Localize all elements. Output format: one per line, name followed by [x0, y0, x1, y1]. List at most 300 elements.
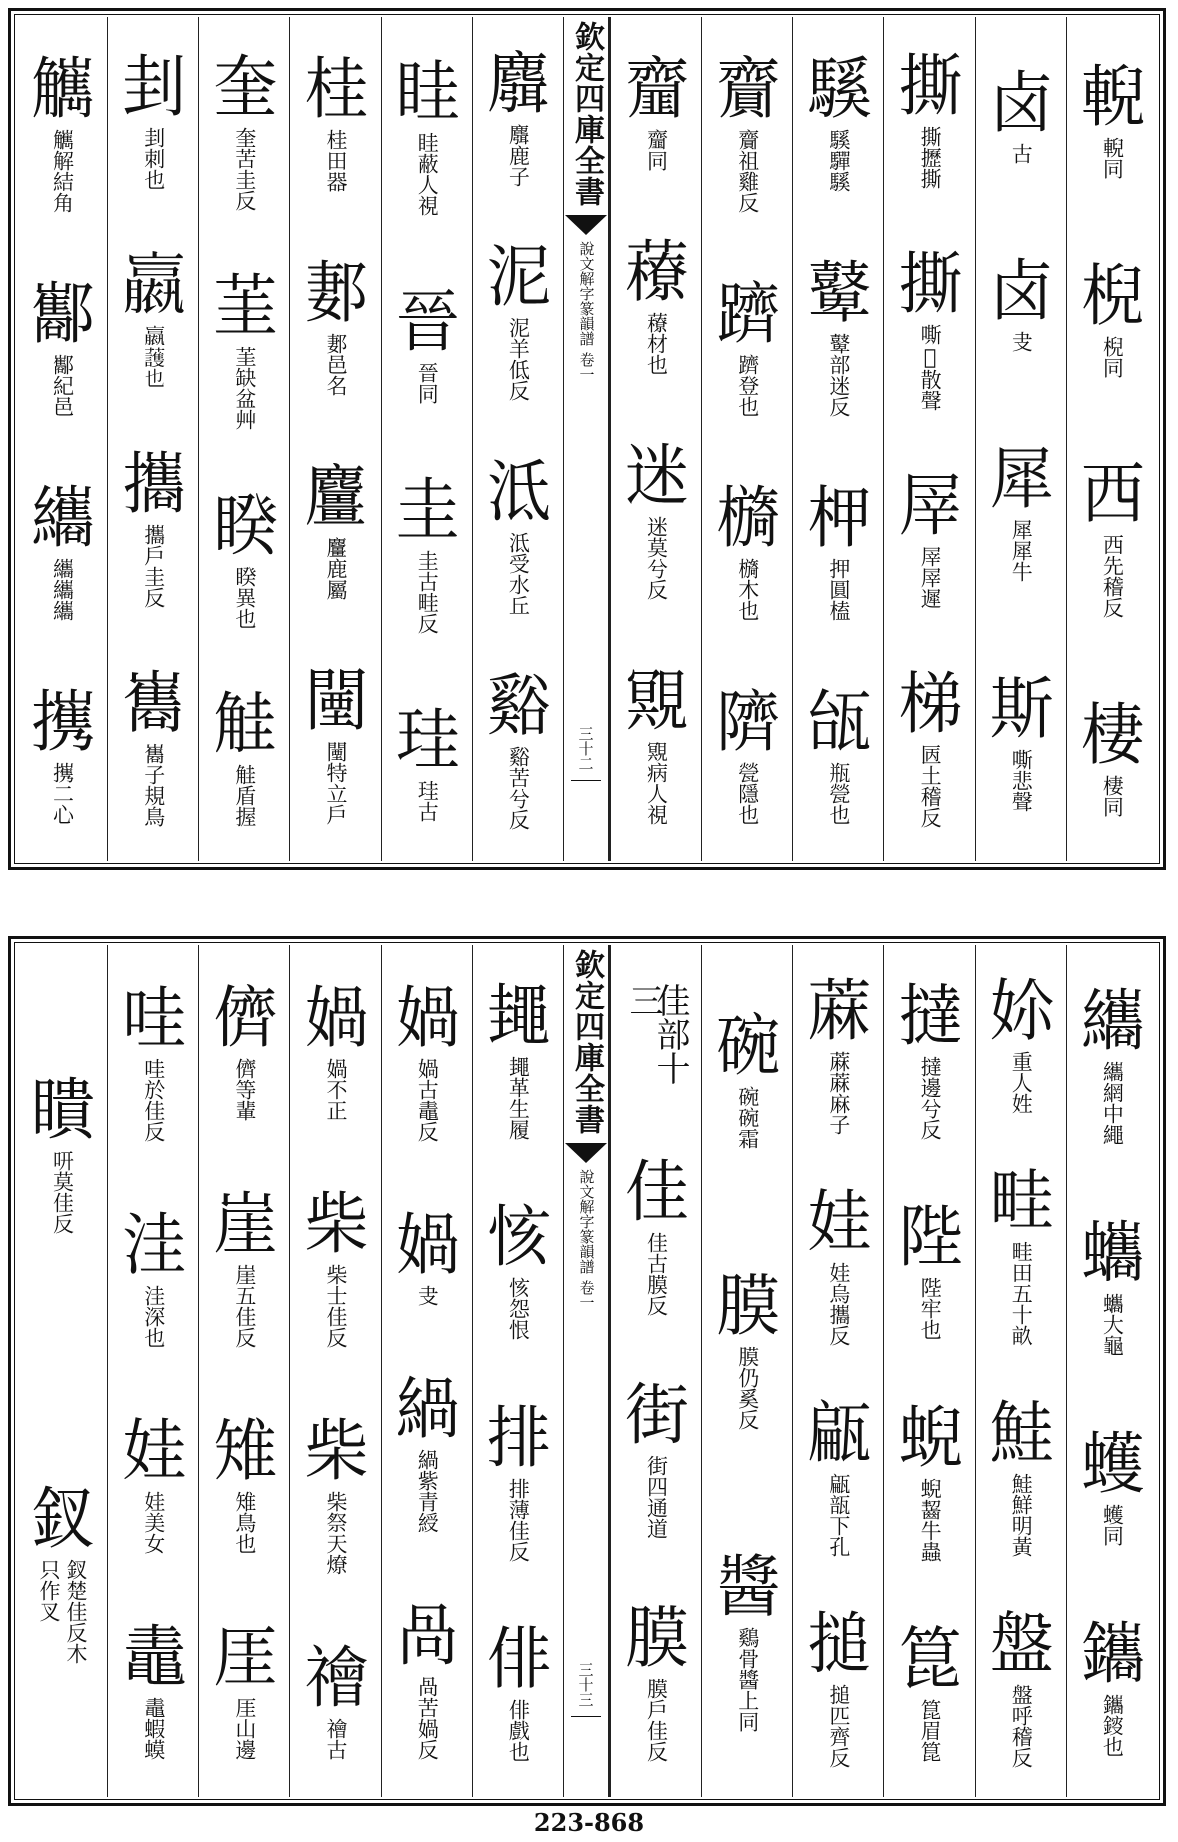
- seal-character: 西: [1080, 456, 1143, 535]
- dictionary-entry: [716, 1270, 778, 1430]
- seal-character: 蠵: [1080, 1215, 1143, 1293]
- dictionary-entry: [122, 1618, 185, 1760]
- gloss-text: 桂田器: [324, 129, 349, 193]
- dictionary-entry: [304, 662, 367, 825]
- dictionary-entry: [989, 972, 1052, 1114]
- dictionary-entry: [487, 1201, 549, 1340]
- seal-character: 排: [486, 1399, 549, 1478]
- gloss-text: 撕攊撕: [918, 126, 943, 190]
- gloss-text: 膜戶佳反: [644, 1677, 669, 1762]
- gloss-text: 嘶悲聲: [1009, 748, 1034, 812]
- seal-character: 棿: [1080, 257, 1143, 336]
- dictionary-entry: [213, 487, 276, 629]
- gloss-text: 箟眉箟: [918, 1699, 943, 1763]
- dictionary-entry: [396, 1209, 458, 1306]
- text-column: [472, 17, 563, 861]
- seal-character: 娃: [807, 1183, 870, 1262]
- seal-character: 咼: [395, 1597, 458, 1676]
- gloss-text: 鑴䤹也: [1100, 1694, 1125, 1757]
- seal-character: 撕: [898, 246, 961, 324]
- bottom-columns: [17, 945, 1157, 1797]
- seal-character: 街: [625, 1376, 688, 1455]
- gloss-text: 佳古膜反: [644, 1231, 669, 1316]
- seal-character: 緺: [395, 1371, 458, 1449]
- gloss-text: 鼃蝦蟆: [141, 1696, 166, 1760]
- dictionary-entry: [807, 1183, 870, 1346]
- seal-character: 撕: [898, 48, 961, 127]
- text-column: [107, 17, 198, 861]
- dictionary-entry: [807, 1605, 870, 1768]
- gloss-text: 㔷土稽反: [918, 743, 943, 828]
- dictionary-entry: [989, 64, 1052, 164]
- dictionary-entry: [213, 688, 275, 827]
- gloss-text: 輗同: [1100, 137, 1125, 180]
- seal-character: 鮭: [989, 1394, 1052, 1473]
- seal-character: 醬: [716, 1549, 779, 1628]
- gloss-text: 躋登也: [735, 354, 760, 418]
- gloss-text: 泜受水丘: [506, 531, 531, 616]
- dictionary-entry: [989, 1394, 1052, 1557]
- dictionary-entry: [1081, 985, 1143, 1145]
- gloss-text: 厓山邊: [232, 1696, 257, 1760]
- gloss-text: 緺紫青綬: [415, 1448, 440, 1533]
- dictionary-entry: [899, 50, 961, 189]
- text-column: [198, 17, 289, 861]
- fish-tail-mark: [565, 1143, 607, 1163]
- seal-character: 畦: [989, 1162, 1052, 1241]
- gloss-text: 圭古畦反: [415, 550, 440, 634]
- seal-character: 茥: [213, 268, 276, 347]
- dictionary-entry: [396, 704, 458, 822]
- seal-character: 隮: [716, 683, 779, 762]
- dictionary-entry: [623, 981, 691, 1093]
- dictionary-entry: [807, 257, 869, 417]
- dictionary-entry: [213, 1415, 275, 1554]
- seal-character: 麛: [486, 46, 549, 124]
- gloss-text: 柴士佳反: [324, 1264, 349, 1349]
- gloss-text: 甇隱也: [735, 761, 760, 825]
- seal-character: 陛: [898, 1199, 961, 1278]
- dictionary-entry: [486, 1399, 549, 1562]
- dictionary-entry: [122, 48, 185, 190]
- dictionary-entry: [1080, 696, 1143, 817]
- seal-character: 圭: [395, 472, 458, 550]
- book-subtitle: 說文解字篆韻譜: [577, 241, 596, 346]
- fish-tail-mark: [565, 215, 607, 235]
- dictionary-entry: [1081, 458, 1143, 618]
- dictionary-entry: [989, 252, 1052, 352]
- gloss-text: 崖五佳反: [232, 1264, 257, 1349]
- dictionary-entry: [305, 257, 367, 396]
- seal-character: 蜺: [898, 1399, 961, 1478]
- dictionary-entry: [122, 1415, 184, 1554]
- gloss-text: 齎祖雞反: [735, 129, 760, 214]
- page-number: 223-868: [533, 1808, 645, 1837]
- gloss-text: 洼深也: [141, 1285, 166, 1349]
- dictionary-entry: [807, 972, 870, 1135]
- center-band: [563, 945, 610, 1797]
- gloss-text: 闉特立戶: [324, 740, 349, 825]
- gloss-text: 碗碗霜: [735, 1085, 760, 1149]
- book-subtitle: 說文解字篆韻譜: [577, 1169, 596, 1274]
- dictionary-entry: [395, 1597, 458, 1760]
- gloss-text: 俳戲也: [506, 1699, 531, 1763]
- dictionary-entry: [625, 440, 687, 600]
- gloss-text: 蠵大龜: [1100, 1293, 1125, 1356]
- dictionary-entry: [716, 1007, 779, 1149]
- text-column: [610, 17, 701, 861]
- dictionary-entry: [487, 670, 549, 830]
- gloss-text: 搥匹齊反: [826, 1683, 851, 1768]
- section-heading: 佳部十三: [623, 982, 691, 1085]
- seal-character: 甂: [807, 1394, 870, 1473]
- dictionary-entry: [625, 236, 687, 375]
- gloss-text: 㤥怨恨: [506, 1277, 531, 1341]
- seal-character: 躋: [716, 276, 779, 354]
- gloss-text: 谿苦兮反: [506, 745, 531, 830]
- text-column: [975, 17, 1066, 861]
- gloss-text: 犀犀牛: [1009, 518, 1034, 582]
- gloss-text: 郪邑名: [324, 333, 349, 397]
- seal-character: 鼙: [807, 255, 870, 333]
- dictionary-entry: [625, 53, 687, 171]
- text-column: [610, 945, 701, 1797]
- dictionary-entry: [807, 683, 870, 825]
- seal-character: 媧: [395, 980, 458, 1059]
- leaf-number: 三十二: [576, 726, 595, 771]
- seal-character: 齏: [625, 51, 688, 130]
- center-band: [563, 17, 610, 861]
- dictionary-entry: [625, 662, 688, 825]
- seal-character: 斯: [989, 670, 1052, 749]
- gloss-text: 蜺齧牛蟲: [918, 1477, 943, 1562]
- gloss-text: 棿同: [1100, 335, 1125, 378]
- gloss-text: 䕩材也: [644, 312, 669, 376]
- gloss-text: 奎苦圭反: [232, 126, 257, 211]
- gloss-text: 媧不正: [324, 1058, 349, 1122]
- seal-character: 𧝹: [122, 247, 185, 326]
- seal-character: 㤥: [486, 1199, 549, 1278]
- gloss-text: 押圓榼: [826, 557, 851, 621]
- dictionary-entry: [899, 1201, 961, 1340]
- seal-character: 攜: [122, 445, 185, 524]
- gloss-text: 巂子規鳥: [141, 743, 166, 828]
- leaf-number: 三十三: [576, 1662, 595, 1707]
- gloss-text: 覭病人視: [644, 740, 669, 825]
- gloss-text: 蠖同: [1100, 1504, 1125, 1546]
- gloss-text: 泥羊低反: [506, 317, 531, 402]
- seal-character: 輗: [1080, 59, 1143, 138]
- text-column: [883, 945, 974, 1797]
- dictionary-entry: [1081, 61, 1143, 179]
- gloss-text: 娃烏攜反: [826, 1261, 851, 1346]
- gloss-text: 觽解結角: [50, 129, 75, 214]
- text-column: [289, 17, 380, 861]
- gloss-text: 騱驒騱: [826, 129, 851, 193]
- dictionary-entry: [213, 48, 276, 211]
- seal-character: 纗: [1080, 983, 1143, 1061]
- gloss-text: 纗纗纗: [50, 557, 75, 621]
- dictionary-entry: [989, 440, 1052, 582]
- seal-character: 郪: [304, 255, 367, 333]
- dictionary-entry: [31, 683, 94, 825]
- seal-character: 奎: [213, 48, 276, 127]
- dictionary-entry: [486, 977, 549, 1140]
- dictionary-entry: [122, 1209, 184, 1348]
- gloss-text: 禬古: [324, 1717, 349, 1760]
- dictionary-entry: [213, 982, 275, 1121]
- dictionary-entry: [122, 445, 185, 608]
- dictionary-entry: [396, 474, 458, 634]
- dictionary-entry: [31, 1071, 94, 1234]
- gloss-text: 刲刺也: [141, 126, 166, 190]
- gloss-text: 陛牢也: [918, 1277, 943, 1341]
- seal-character: 㚷: [989, 972, 1052, 1051]
- dictionary-entry: [487, 48, 549, 187]
- dictionary-entry: [31, 278, 93, 417]
- seal-character: 刲: [122, 48, 185, 127]
- gloss-text: 咞莫佳反: [50, 1149, 75, 1234]
- dictionary-entry: [899, 470, 961, 609]
- seal-character: 哇: [122, 980, 185, 1059]
- dictionary-entry: [213, 1618, 276, 1760]
- seal-character: 谿: [486, 668, 549, 746]
- seal-character: 纗: [31, 480, 94, 558]
- leaf-rule: [571, 1716, 601, 1717]
- dictionary-entry: [807, 482, 869, 621]
- seal-character: 睽: [213, 487, 276, 566]
- top-page: [8, 8, 1166, 870]
- dictionary-entry: [396, 982, 458, 1142]
- dictionary-entry: [1081, 1618, 1143, 1757]
- gloss-text: 叏: [1009, 330, 1034, 352]
- gloss-text: 柴祭天燎: [324, 1490, 349, 1575]
- seal-character: 䕩: [625, 234, 688, 312]
- gloss-text: 西先稽反: [1100, 534, 1125, 619]
- gloss-text: 茥缺盆艸: [232, 346, 257, 431]
- gloss-text: 檹木也: [735, 557, 760, 621]
- gloss-text: 棲同: [1100, 774, 1125, 817]
- dictionary-entry: [1081, 1428, 1143, 1546]
- seal-character: 厓: [213, 1618, 276, 1697]
- seal-character: 禬: [304, 1639, 367, 1718]
- dictionary-entry: [31, 482, 93, 621]
- gloss-text: 嘶𤻬散聲: [918, 324, 943, 412]
- gloss-text: 鼙部迷反: [826, 333, 851, 418]
- gloss-text: 媧古鼃反: [415, 1058, 440, 1143]
- dictionary-entry: [396, 1373, 458, 1533]
- seal-character: 搥: [807, 1605, 870, 1684]
- gloss-text: 膜仍奚反: [735, 1345, 760, 1430]
- seal-character: 覭: [625, 662, 688, 741]
- seal-character: 瞶: [31, 1071, 94, 1150]
- volume-label: 卷一: [577, 1280, 596, 1310]
- seal-character: 膜: [625, 1599, 688, 1678]
- dictionary-entry: [213, 270, 275, 430]
- text-column: [472, 945, 563, 1797]
- seal-character: 泥: [486, 239, 549, 318]
- seal-character: 洼: [122, 1207, 185, 1285]
- seal-character: 盤: [989, 1605, 1052, 1684]
- gloss-text: 眭蔽人視: [415, 132, 440, 216]
- text-column: [17, 945, 107, 1797]
- gloss-text: 㩗二心: [50, 761, 75, 825]
- seal-character: 雉: [213, 1413, 276, 1491]
- seal-character: 觽: [31, 51, 94, 130]
- gloss-text: 麠鹿屬: [324, 536, 349, 600]
- gloss-text: 睽異也: [232, 565, 257, 629]
- text-column: [792, 945, 883, 1797]
- dictionary-entry: [899, 248, 961, 411]
- seal-character: 屖: [898, 468, 961, 546]
- dictionary-entry: [807, 53, 869, 192]
- gloss-text: 儕等輩: [232, 1058, 257, 1122]
- dictionary-entry: [716, 683, 779, 825]
- seal-character: 檹: [716, 480, 779, 558]
- seal-character: 䵷: [486, 977, 549, 1056]
- seal-character: 桂: [304, 51, 367, 130]
- gloss-text: 釵楚佳反木只作叉: [37, 1558, 89, 1664]
- text-column: [1066, 945, 1157, 1797]
- text-column: [975, 945, 1066, 1797]
- dictionary-entry: [305, 461, 367, 600]
- dictionary-entry: [625, 1153, 688, 1316]
- seal-character: 珪: [395, 702, 458, 780]
- dictionary-entry: [122, 249, 184, 388]
- text-column: [381, 945, 472, 1797]
- gloss-text: 屖屖遲: [918, 545, 943, 609]
- gloss-text: 哇於佳反: [141, 1058, 166, 1143]
- dictionary-entry: [807, 1394, 870, 1557]
- gloss-text: 迷莫兮反: [644, 515, 669, 600]
- seal-character: 棲: [1080, 696, 1143, 775]
- dictionary-entry: [31, 1480, 94, 1669]
- seal-character: 蔴: [807, 972, 870, 1051]
- dictionary-entry: [305, 1415, 367, 1575]
- gloss-text: 畦田五十畝: [1009, 1240, 1034, 1346]
- seal-character: 柴: [304, 1413, 367, 1491]
- seal-character: 釵: [31, 1480, 94, 1559]
- dictionary-entry: [487, 241, 549, 401]
- dictionary-entry: [305, 1188, 367, 1348]
- seal-character: 闉: [304, 662, 367, 741]
- gloss-text: 晉同: [415, 362, 440, 404]
- gloss-text: 觟盾握: [232, 764, 257, 828]
- dictionary-entry: [305, 982, 367, 1121]
- seal-character: 佳: [625, 1153, 688, 1232]
- dictionary-entry: [487, 1623, 549, 1762]
- seal-character: 儕: [213, 980, 276, 1059]
- seal-character: 娃: [122, 1413, 185, 1491]
- text-column: [289, 945, 380, 1797]
- bottom-page: [8, 936, 1166, 1806]
- gloss-text: 酅紀邑: [50, 354, 75, 418]
- seal-character: 瓵: [807, 683, 870, 762]
- dictionary-entry: [716, 482, 778, 621]
- text-column: [381, 17, 472, 861]
- gloss-text: 雉鳥也: [232, 1490, 257, 1554]
- gloss-text: 鷄骨醬上同: [735, 1627, 760, 1733]
- gloss-text: 街四通道: [644, 1454, 669, 1539]
- dictionary-entry: [122, 982, 184, 1142]
- dictionary-entry: [31, 53, 93, 213]
- seal-character: 犀: [989, 440, 1052, 519]
- leaf-rule: [571, 780, 601, 781]
- seal-character: 迷: [625, 438, 688, 516]
- gloss-text: 撻邊兮反: [918, 1055, 943, 1140]
- gloss-text: 𧝹䕶也: [141, 325, 166, 389]
- dictionary-entry: [989, 670, 1052, 812]
- gloss-text: 盤呼稽反: [1009, 1683, 1034, 1768]
- seal-character: 巂: [122, 665, 185, 744]
- seal-character: 麠: [304, 459, 367, 537]
- gloss-text: 珪古: [415, 780, 440, 822]
- gloss-text: 鮭鮮明黃: [1009, 1472, 1034, 1557]
- dictionary-entry: [898, 977, 961, 1140]
- seal-character: 梯: [898, 665, 961, 744]
- text-column: [17, 17, 107, 861]
- text-column: [107, 945, 198, 1797]
- dictionary-entry: [1081, 1217, 1143, 1356]
- seal-character: 媧: [395, 1207, 458, 1285]
- dictionary-entry: [898, 1399, 961, 1562]
- gloss-text: 娃美女: [141, 1490, 166, 1554]
- seal-character: 騱: [807, 51, 870, 130]
- gloss-text: 齏同: [644, 129, 669, 172]
- text-column: [198, 945, 289, 1797]
- seal-character: 酅: [31, 276, 94, 354]
- seal-character: 㩗: [31, 683, 94, 762]
- gloss-text: 麛鹿子: [506, 124, 531, 188]
- gloss-text: 䵷革生履: [506, 1055, 531, 1140]
- seal-character: 箟: [898, 1621, 961, 1700]
- gloss-text: 攜戶圭反: [141, 523, 166, 608]
- dictionary-entry: [486, 453, 549, 616]
- book-title: 欽定四庫全書: [568, 949, 604, 1135]
- dictionary-entry: [625, 1599, 688, 1762]
- text-column: [701, 17, 792, 861]
- seal-character: 碗: [716, 1007, 779, 1086]
- seal-character: 蠖: [1080, 1426, 1143, 1504]
- dictionary-entry: [898, 665, 961, 828]
- seal-character: 柴: [304, 1186, 367, 1264]
- seal-character: 卤: [989, 252, 1052, 331]
- seal-character: 崖: [213, 1186, 276, 1264]
- gloss-text: 排薄佳反: [506, 1477, 531, 1562]
- seal-character: 俳: [486, 1621, 549, 1700]
- dictionary-entry: [989, 1162, 1052, 1346]
- dictionary-entry: [213, 1188, 275, 1348]
- seal-character: 泜: [486, 453, 549, 532]
- seal-character: 晉: [395, 284, 458, 362]
- dictionary-entry: [899, 1623, 961, 1762]
- dictionary-entry: [396, 56, 458, 216]
- dictionary-entry: [716, 53, 778, 213]
- seal-character: 眭: [395, 54, 458, 132]
- gloss-text: 甂瓿下孔: [826, 1472, 851, 1557]
- dictionary-entry: [305, 53, 367, 192]
- dictionary-entry: [716, 278, 778, 417]
- volume-label: 卷一: [577, 352, 596, 382]
- text-column: [701, 945, 792, 1797]
- seal-character: 膜: [716, 1268, 779, 1346]
- gloss-text: 蔴蔴麻子: [826, 1050, 851, 1135]
- top-columns: [17, 17, 1157, 861]
- text-column: [883, 17, 974, 861]
- text-column: [792, 17, 883, 861]
- gloss-text: 古: [1009, 142, 1034, 164]
- gloss-text: 叏: [415, 1285, 440, 1307]
